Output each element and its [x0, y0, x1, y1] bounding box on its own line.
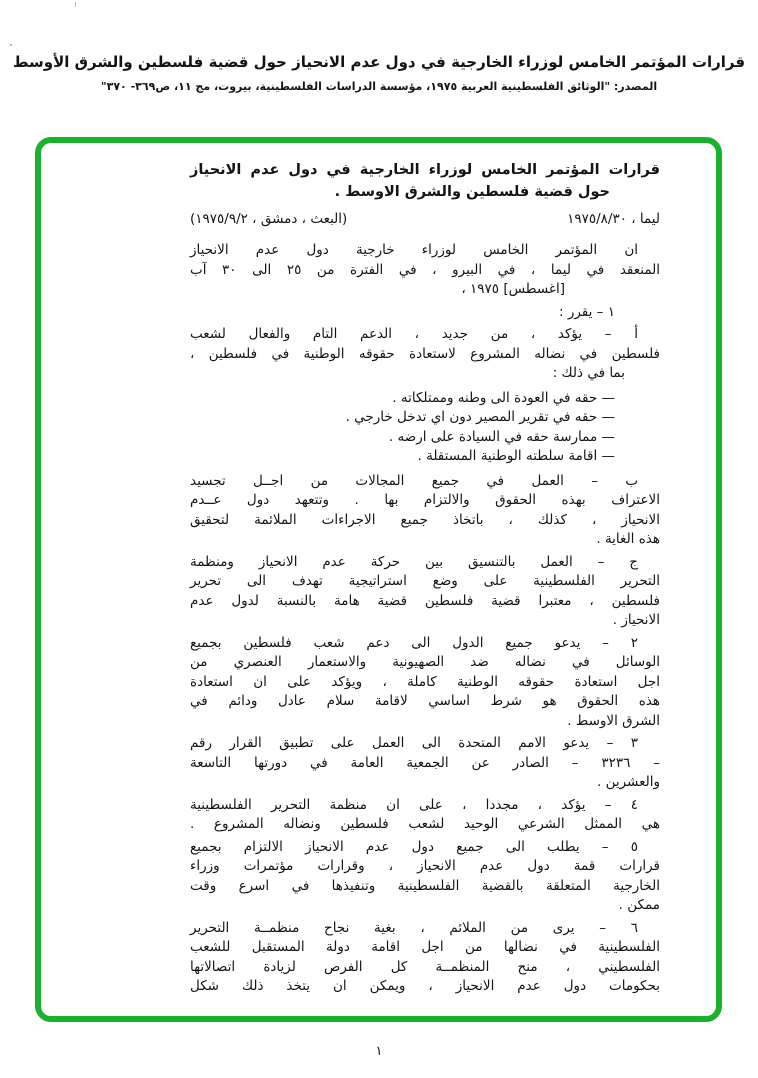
text-line: — ممارسة حقه في السيادة على ارضه .	[388, 428, 615, 445]
text-line: ١ – يقرر :	[559, 303, 615, 320]
text-line: — حقه في تقرير المصير دون اي تدخل خارجي .	[345, 409, 615, 425]
text-line: المنعقد في ليما ، في البيرو ، في الفترة من ٢٥ الى ٣٠ آب	[190, 261, 661, 278]
text-line: — اقامة سلطته الوطنية المستقلة .	[417, 448, 615, 464]
page-number: ١	[375, 1044, 383, 1059]
text-line: فلسطين ، معتبرا قضية فلسطين قضية هامة بالنسبة لدول عدم	[190, 592, 660, 609]
rights-list	[190, 389, 660, 467]
text-line: بما في ذلك :	[552, 365, 625, 381]
text-line: – ٣٢٣٦ – الصادر عن الجمعية العامة في دورتها التاسعة	[190, 754, 660, 771]
document-title	[190, 159, 660, 203]
text-line: ٦ – يرى من الملائم ، بغية نجاح منظمــة التحرير	[190, 919, 638, 936]
text-line: ان المؤتمر الخامس لوزراء خارجية دول عدم الانحياز	[190, 242, 638, 258]
text-line: فلسطين في نضاله المشروع لاستعادة حقوقه الوطنية في فلسطين ،	[190, 345, 660, 362]
document-frame	[35, 137, 722, 1022]
document-body	[190, 241, 660, 997]
text-line: ٢ – يدعو جميع الدول الى دعم شعب فلسطين بجميع	[190, 634, 638, 651]
scan-speck	[75, 2, 76, 7]
source-citation: المصدر: "الوثائق الفلسطينية العربية ١٩٧٥، مؤسسة الدراسات الفلسطينية، بيروت، مج ١١، ص٣٦٩- ٣٧٠"	[100, 80, 658, 93]
text-line: الفلسطيني ، منح المنظمــة كل الفرص لزيادة اتصالاتها	[190, 958, 660, 975]
item-5	[190, 838, 660, 916]
intro-paragraph	[190, 241, 660, 300]
text-line: [اغسطس] ١٩٧٥ ،	[461, 281, 565, 297]
item-a	[190, 325, 660, 384]
text-line: الخارجية المتعلقة بالقضية الفلسطينية وتنفيذها في اسرع وقت	[190, 877, 660, 894]
text-line: هذه الغاية .	[596, 531, 660, 547]
text-line: ٥ – يطلب الى جميع دول عدم الانحياز الالتزام بجميع	[190, 838, 638, 855]
text-line: الانحياز ، كذلك ، باتخاذ جميع الاجراءات الملائمة لتحقيق	[190, 511, 660, 528]
text-line: والعشرين .	[596, 774, 660, 790]
text-line: الفلسطينية في نضالها من اجل اقامة دولة المستقبل للشعب	[190, 939, 660, 955]
text-line: ٣ – يدعو الامم المتحدة الى العمل على تطبيق القرار رقم	[190, 735, 638, 751]
text-line: ب – العمل في جميع المجالات من اجــل تجسيد	[190, 472, 638, 489]
text-line: هي الممثل الشرعي الوحيد لشعب فلسطين ونضاله المشروع .	[190, 816, 660, 832]
text-line: أ – يؤكد ، من جديد ، الدعم التام والفعال لشعب	[190, 326, 638, 342]
item-4	[190, 796, 660, 835]
text-line: الانحياز .	[612, 612, 660, 628]
decision-heading	[190, 303, 660, 323]
dateline	[190, 209, 660, 229]
text-line: قرارات قمة دول عدم الانحياز ، وقرارات مؤتمرات وزراء	[190, 858, 660, 874]
item-2	[190, 634, 660, 732]
text-line: — حقه في العودة الى وطنه وممتلكاته .	[392, 389, 615, 406]
text-line: الوسائل في نضاله ضد الصهيونية والاستعمار العنصري من	[190, 654, 660, 670]
document-title-line: حول قضية فلسطين والشرق الاوسط .	[334, 184, 610, 200]
text-line: الاعتراف بهذه الحقوق والالتزام بها . وتتعهد دول عــدم	[190, 492, 660, 508]
item-3	[190, 734, 660, 793]
page-header	[0, 52, 758, 94]
text-line: ممكن .	[618, 897, 660, 913]
place-and-date: ليما ، ١٩٧٥/٨/٣٠	[567, 211, 660, 227]
text-line: ٤ – يؤكد ، مجددا ، على ان منظمة التحرير الفلسطينية	[190, 796, 638, 813]
press-source-ref: (البعث ، دمشق ، ١٩٧٥/٩/٢)	[190, 211, 348, 227]
text-line: التحرير الفلسطينية على وضع استراتيجية تهدف الى تحرير	[190, 573, 660, 589]
text-line: الشرق الاوسط .	[567, 712, 660, 729]
text-line: اجل استعادة حقوقه الوطنية كاملة ، ويؤكد على ان استعادة	[190, 673, 660, 690]
document-title-line: قرارات المؤتمر الخامس لوزراء الخارجية في دول عدم الانحياز	[190, 162, 660, 178]
item-c	[190, 553, 660, 631]
page-title: قرارات المؤتمر الخامس لوزراء الخارجية في دول عدم الانحياز حول قضية فلسطين والشرق الأوسط	[12, 53, 746, 71]
scan-speck	[10, 44, 12, 46]
item-b	[190, 472, 660, 550]
item-6	[190, 919, 660, 997]
text-line: هذه الحقوق هو شرط اساسي لاقامة سلام عادل ودائم في	[190, 693, 660, 709]
text-line: بحكومات دول عدم الانحياز ، ويمكن ان يتخذ ذلك شكل	[190, 978, 660, 994]
text-line: ج – العمل بالتنسيق بين حركة عدم الانحياز ومنظمة	[190, 553, 638, 570]
